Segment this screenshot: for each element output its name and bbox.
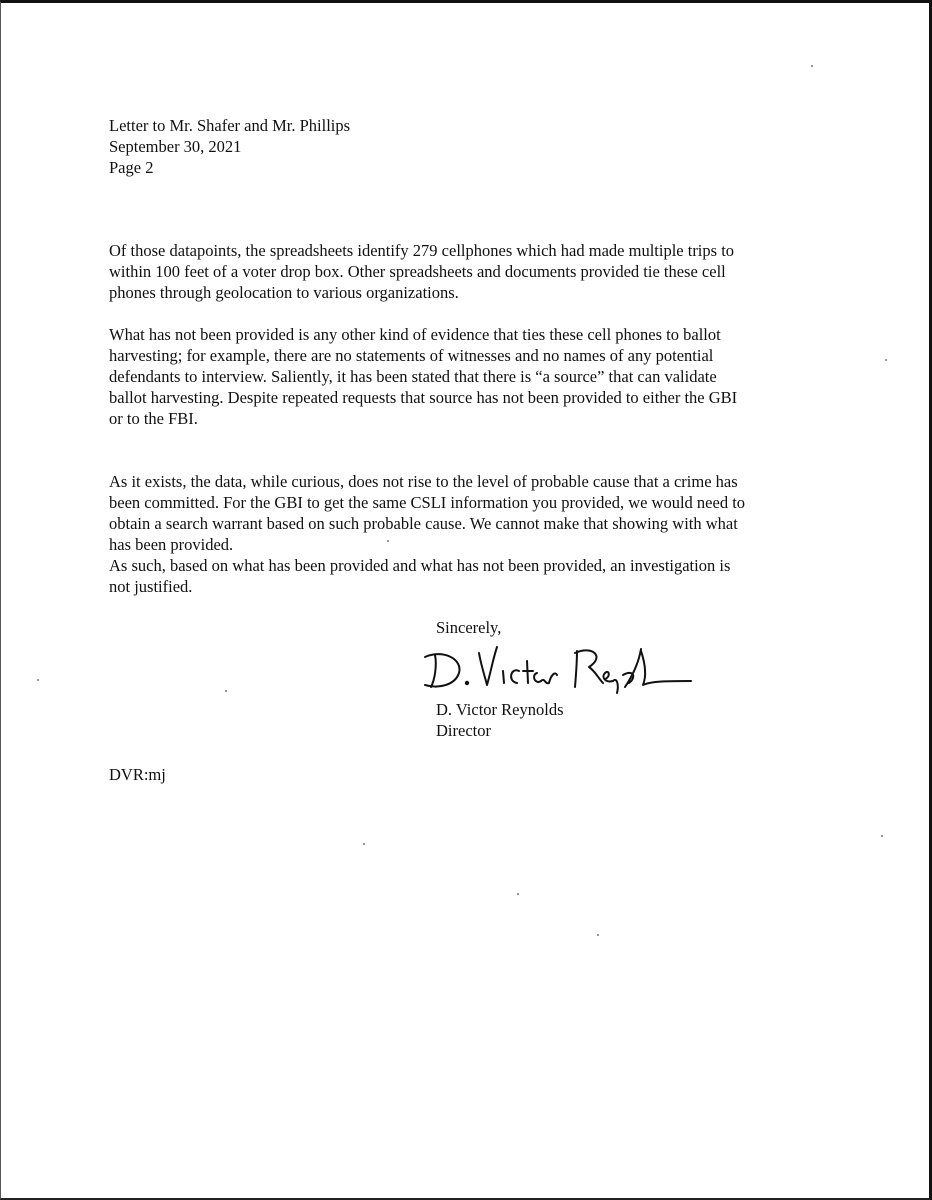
paragraph-evidence — [109, 324, 819, 429]
scan-speck — [387, 540, 389, 542]
paragraph-line: or to the FBI. — [109, 409, 198, 428]
scan-speck — [885, 359, 887, 361]
paragraph-line: What has not been provided is any other kind of evidence that ties these cell phones to ballot — [109, 325, 721, 344]
scan-speck — [881, 835, 883, 837]
paragraph-line: As it exists, the data, while curious, does not rise to the level of probable cause that a crime has — [109, 472, 738, 491]
scan-speck — [363, 843, 365, 845]
scan-speck — [225, 690, 227, 692]
paragraph-probable-cause — [109, 471, 819, 555]
paragraph-conclusion — [109, 555, 819, 597]
closing-salutation: Sincerely, — [436, 618, 502, 637]
paragraph-line: harvesting; for example, there are no statements of witnesses and no names of any potential — [109, 346, 714, 365]
handwritten-signature — [419, 641, 697, 695]
typist-initials: DVR:mj — [109, 765, 166, 784]
scan-speck — [597, 934, 599, 936]
header-page-line: Page 2 — [109, 158, 154, 177]
paragraph-line: not justified. — [109, 577, 193, 596]
paragraph-line: phones through geolocation to various organizations. — [109, 283, 459, 302]
paragraph-line: Of those datapoints, the spreadsheets identify 279 cellphones which had made multiple trips to — [109, 241, 735, 260]
paragraph-line: ballot harvesting. Despite repeated requests that source has not been provided to either the GBI — [109, 388, 738, 407]
scan-speck — [811, 65, 813, 67]
paragraph-line: been committed. For the GBI to get the same CSLI information you provided, we would need to — [109, 493, 746, 512]
paragraph-line: defendants to interview. Saliently, it has been stated that there is “a source” that can validate — [109, 367, 717, 386]
paragraph-line: As such, based on what has been provided and what has not been provided, an investigation is — [109, 556, 731, 575]
signer-name: D. Victor Reynolds — [436, 700, 564, 719]
signer-title: Director — [436, 721, 491, 740]
paragraph-line: within 100 feet of a voter drop box. Other spreadsheets and documents provided tie these cell — [109, 262, 726, 281]
scan-speck — [517, 893, 519, 895]
signer-block — [436, 699, 564, 741]
paragraph-line: has been provided. — [109, 535, 234, 554]
letter-header — [109, 115, 809, 178]
paragraph-datapoints — [109, 240, 819, 303]
header-recipient-line: Letter to Mr. Shafer and Mr. Phillips — [109, 116, 351, 135]
header-date-line: September 30, 2021 — [109, 137, 242, 156]
paragraph-line: obtain a search warrant based on such probable cause. We cannot make that showing with what — [109, 514, 738, 533]
scan-speck — [37, 679, 39, 681]
